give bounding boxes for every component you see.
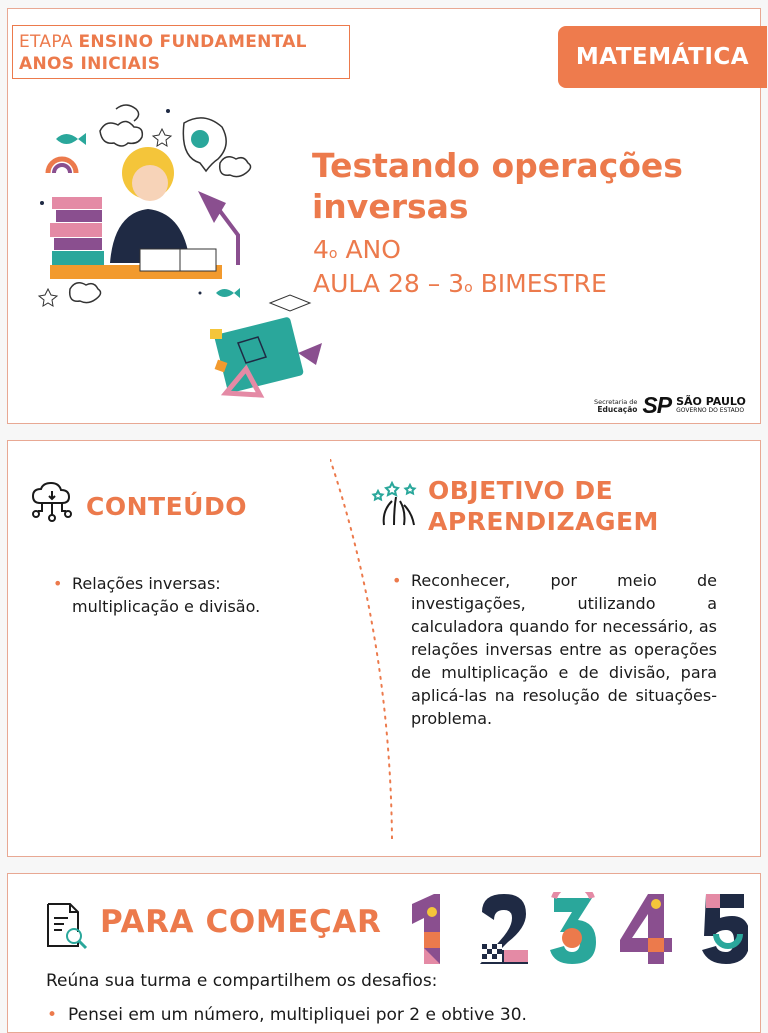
logo-gov-text: GOVERNO DO ESTADO bbox=[676, 407, 745, 414]
lesson-title bbox=[312, 145, 732, 227]
objective-item-text: Reconhecer, por meio de investigações, utilizando a calculadora quando for necessário, as relações inversas entre as operações de multiplicação e de divisão, para aplicá-las na resolução de situações-problema. bbox=[411, 571, 717, 728]
intro-text: Reúna sua turma e compartilhem os desafios: bbox=[46, 971, 438, 991]
challenge-item-text: Pensei em um número, multipliquei por 2 e obtive 30. bbox=[68, 1005, 527, 1025]
stage-bold-1: ENSINO FUNDAMENTAL bbox=[78, 32, 307, 52]
dotted-divider bbox=[330, 459, 400, 839]
grade-number: 4 bbox=[313, 235, 329, 264]
lesson-ordinal: o bbox=[464, 280, 473, 296]
grade-word: ANO bbox=[345, 235, 401, 264]
lesson-info bbox=[313, 233, 607, 301]
stage-prefix: ETAPA bbox=[19, 32, 73, 52]
logo-sec-line1: Secretaria de bbox=[594, 397, 638, 406]
content-item-text: Relações inversas: multiplicação e divisão. bbox=[72, 574, 261, 616]
logo-secretaria bbox=[594, 398, 637, 414]
title-line-2: inversas bbox=[312, 187, 469, 226]
objective-heading-line-2: APRENDIZAGEM bbox=[428, 507, 659, 536]
logo-sec-line2: Educação bbox=[597, 404, 638, 414]
para-comecar-heading: PARA COMEÇAR bbox=[100, 904, 382, 940]
title-line-1: Testando operações bbox=[312, 146, 683, 185]
logo-sp-mark: SP bbox=[642, 392, 672, 418]
cloud-network-icon bbox=[30, 481, 74, 525]
stage-label bbox=[12, 25, 350, 79]
content-bullet: • bbox=[53, 574, 63, 593]
content-heading: CONTEÚDO bbox=[86, 492, 247, 521]
sp-government-logo bbox=[594, 392, 746, 419]
content-item bbox=[53, 572, 312, 618]
objective-heading bbox=[428, 475, 659, 537]
subject-tag: MATEMÁTICA bbox=[558, 26, 767, 88]
challenge-bullet: • bbox=[47, 1005, 58, 1025]
para-comecar-slide bbox=[7, 873, 761, 1033]
challenge-item bbox=[47, 1005, 527, 1025]
objective-heading-line-1: OBJETIVO DE bbox=[428, 476, 614, 505]
grade-ordinal: o bbox=[328, 246, 338, 262]
document-search-icon bbox=[44, 902, 90, 950]
objective-item bbox=[392, 569, 717, 730]
logo-state-name: SÃO PAULO bbox=[676, 395, 746, 408]
objective-bullet: • bbox=[392, 571, 402, 590]
logo-state bbox=[676, 396, 746, 415]
title-slide bbox=[7, 8, 761, 424]
decorative-numbers-graphic bbox=[410, 892, 748, 966]
lesson-prefix: AULA 28 – 3 bbox=[313, 269, 465, 298]
teacher-illustration bbox=[30, 93, 340, 413]
lesson-suffix: BIMESTRE bbox=[480, 269, 607, 298]
stage-bold-2: ANOS INICIAIS bbox=[19, 54, 161, 74]
content-objective-slide bbox=[7, 440, 761, 857]
